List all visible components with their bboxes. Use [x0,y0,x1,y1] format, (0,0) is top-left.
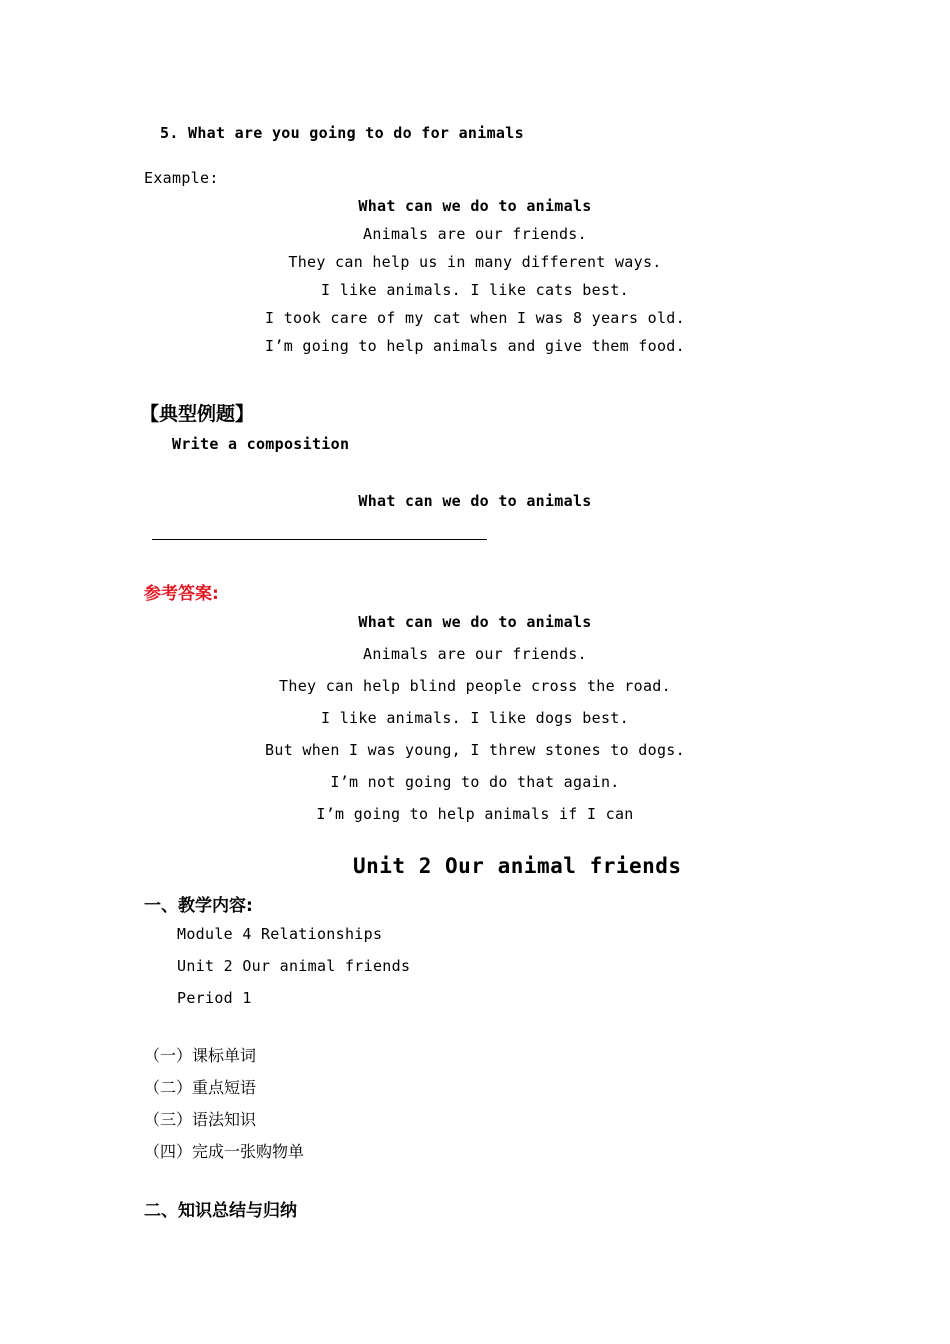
answer-line-text: They can help blind people cross the road. [279,677,671,695]
answer-line-text: I’m going to help animals if I can [316,805,634,823]
item-grammar: （三）语法知识 [144,1110,257,1129]
example-line: I’m going to help animals and give them food. [265,337,685,355]
composition-title: What can we do to animals [358,492,592,510]
content-unit: Unit 2 Our animal friends [177,957,411,975]
example-line: Animals are our friends. [363,225,587,243]
answer-line [152,539,487,540]
item-vocabulary: （一）课标单词 [144,1046,257,1065]
answer-line-text: Animals are our friends. [363,645,587,663]
answer-title: What can we do to animals [358,613,592,631]
item-phrases: （二）重点短语 [144,1078,257,1097]
answer-line-text: I’m not going to do that again. [330,773,620,791]
item-shopping-list: （四）完成一张购物单 [144,1142,305,1161]
question-5: 5. What are you going to do for animals [160,124,524,142]
typical-example-heading: 【典型例题】 [140,403,255,425]
content-module: Module 4 Relationships [177,925,383,943]
content-period: Period 1 [177,989,252,1007]
example-line: I like animals. I like cats best. [321,281,629,299]
answer-line-text: But when I was young, I threw stones to dogs. [265,741,685,759]
example-line: I took care of my cat when I was 8 years old. [265,309,685,327]
reference-answer-label: 参考答案: [144,584,219,604]
composition-instruction: Write a composition [172,435,350,453]
section-summary: 二、知识总结与归纳 [144,1201,297,1221]
example-title: What can we do to animals [358,197,592,215]
unit-title: Unit 2 Our animal friends [353,854,682,878]
section-teaching-content: 一、教学内容: [144,896,253,916]
example-line: They can help us in many different ways. [288,253,662,271]
answer-line-text: I like animals. I like dogs best. [321,709,629,727]
example-label: Example: [144,169,219,187]
